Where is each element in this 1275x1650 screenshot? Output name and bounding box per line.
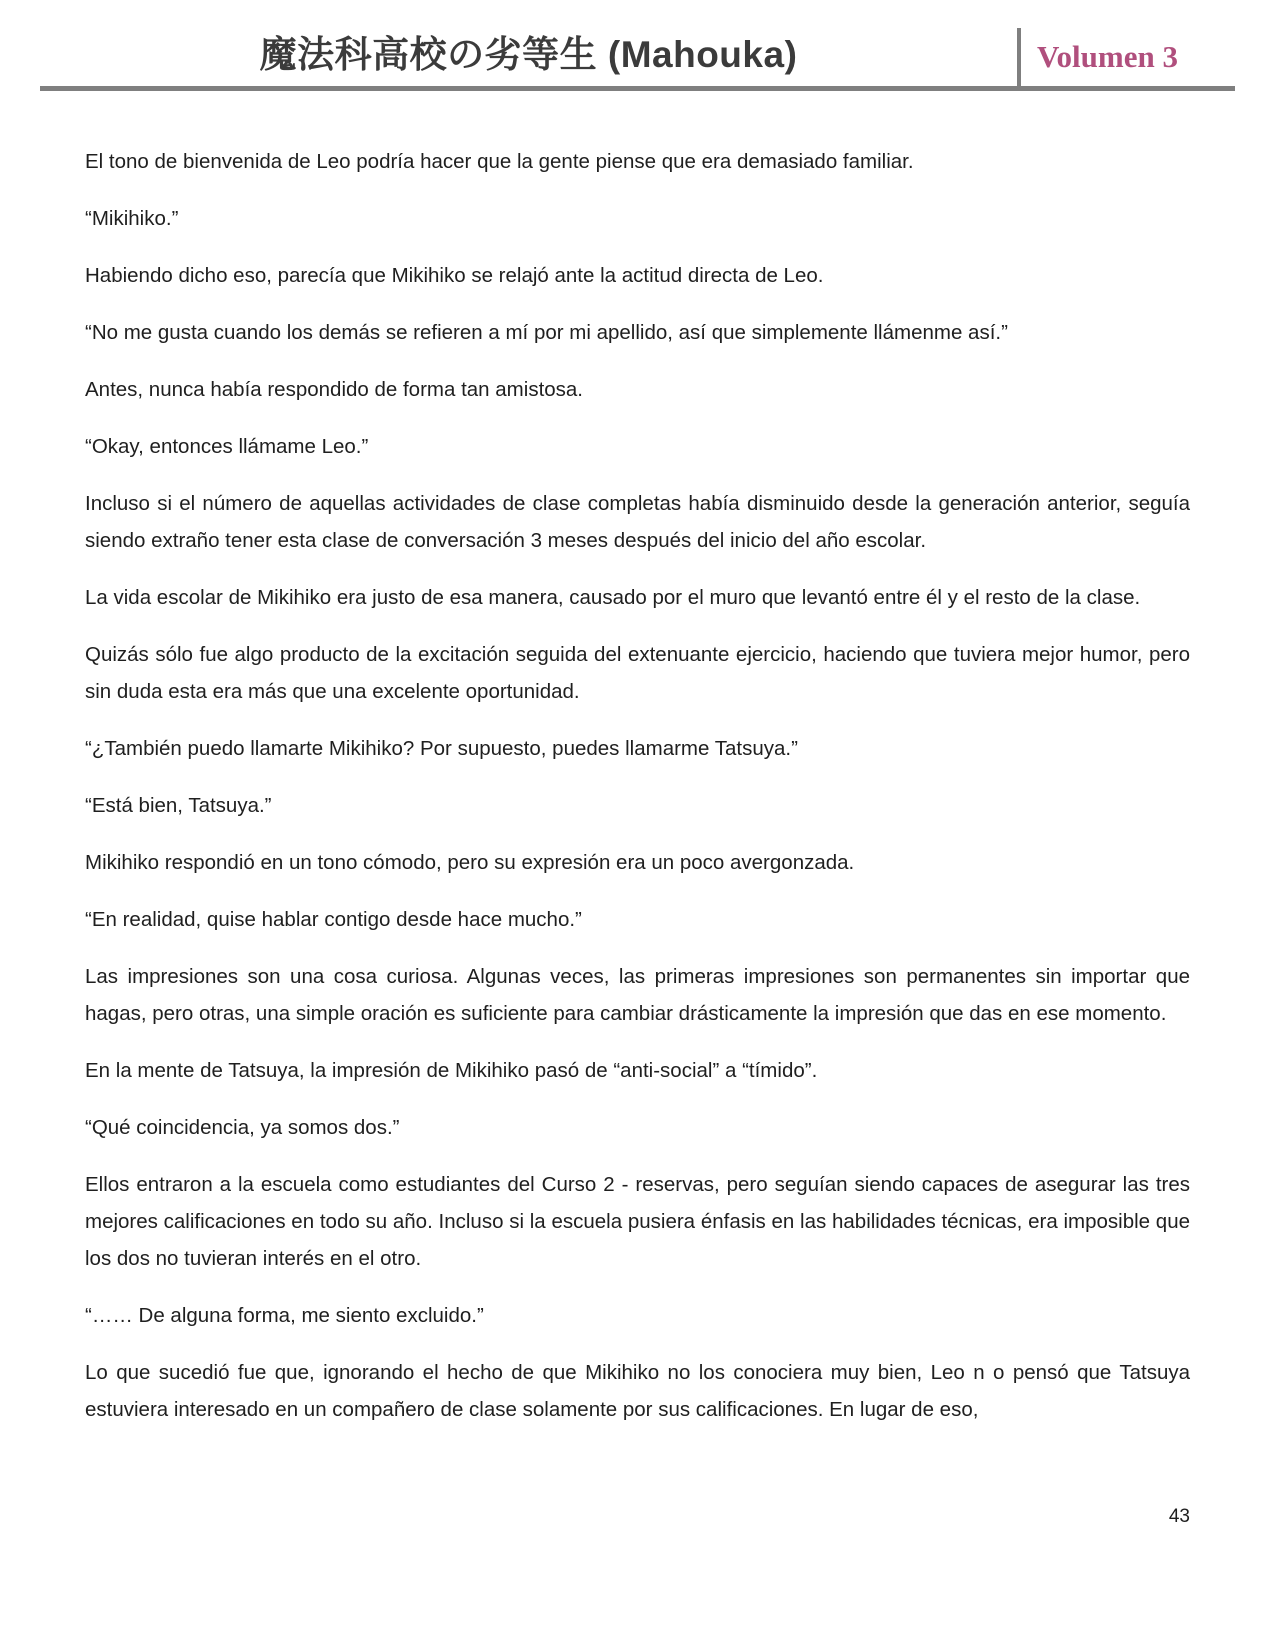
header-volume-cell [1017, 28, 1235, 86]
paragraph: “En realidad, quise hablar contigo desde hace mucho.” [85, 908, 582, 931]
paragraph: Habiendo dicho eso, parecía que Mikihiko se relajó ante la actitud directa de Leo. [85, 264, 824, 287]
paragraph: Mikihiko respondió en un tono cómodo, pero su expresión era un poco avergonzada. [85, 851, 855, 874]
paragraph: Ellos entraron a la escuela como estudiantes del Curso 2 - reservas, pero seguían siendo capaces de asegurar las tres mejores calificaciones en todo su año. Incluso si la escuela pusiera énfasis en las habilidades técnicas, era imposible que los dos no tuvieran interés en el otro. [85, 1173, 1190, 1270]
page-number: 43 [1168, 1506, 1190, 1527]
header-title-cell [40, 0, 1017, 86]
body-paragraphs [85, 91, 1190, 1428]
document-title: 魔法科高校の劣等生 (Mahouka) [259, 34, 798, 75]
paragraph: “…… De alguna forma, me siento excluido.” [85, 1304, 484, 1327]
paragraph: Incluso si el número de aquellas actividades de clase completas había disminuido desde la generación anterior, seguía siendo extraño tener esta clase de conversación 3 meses después del inicio del año escolar. [85, 492, 1190, 552]
paragraph: Lo que sucedió fue que, ignorando el hecho de que Mikihiko no los conociera muy bien, Leo n o pensó que Tatsuya estuviera interesado en un compañero de clase solamente por sus calificaciones. En lugar de eso, [85, 1361, 1190, 1421]
paragraph: “Qué coincidencia, ya somos dos.” [85, 1116, 400, 1139]
paragraph: Las impresiones son una cosa curiosa. Algunas veces, las primeras impresiones son permanentes sin importar que hagas, pero otras, una simple oración es suficiente para cambiar drásticamente la impresión que das en ese momento. [85, 965, 1190, 1025]
paragraph: “Okay, entonces llámame Leo.” [85, 435, 369, 458]
paragraph: Antes, nunca había respondido de forma tan amistosa. [85, 378, 584, 401]
paragraph: “Está bien, Tatsuya.” [85, 794, 272, 817]
page-header [40, 0, 1235, 91]
paragraph: La vida escolar de Mikihiko era justo de esa manera, causado por el muro que levantó entre él y el resto de la clase. [85, 586, 1141, 609]
volume-label: Volumen 3 [1037, 39, 1178, 74]
paragraph: “No me gusta cuando los demás se refieren a mí por mi apellido, así que simplemente llámenme así.” [85, 321, 1008, 344]
paragraph: “Mikihiko.” [85, 207, 179, 230]
paragraph: Quizás sólo fue algo producto de la excitación seguida del extenuante ejercicio, haciendo que tuviera mejor humor, pero sin duda esta era más que una excelente oportunidad. [85, 643, 1190, 703]
paragraph: “¿También puedo llamarte Mikihiko? Por supuesto, puedes llamarme Tatsuya.” [85, 737, 798, 760]
paragraph: El tono de bienvenida de Leo podría hacer que la gente piense que era demasiado familiar. [85, 150, 914, 173]
paragraph: En la mente de Tatsuya, la impresión de Mikihiko pasó de “anti-social” a “tímido”. [85, 1059, 818, 1082]
